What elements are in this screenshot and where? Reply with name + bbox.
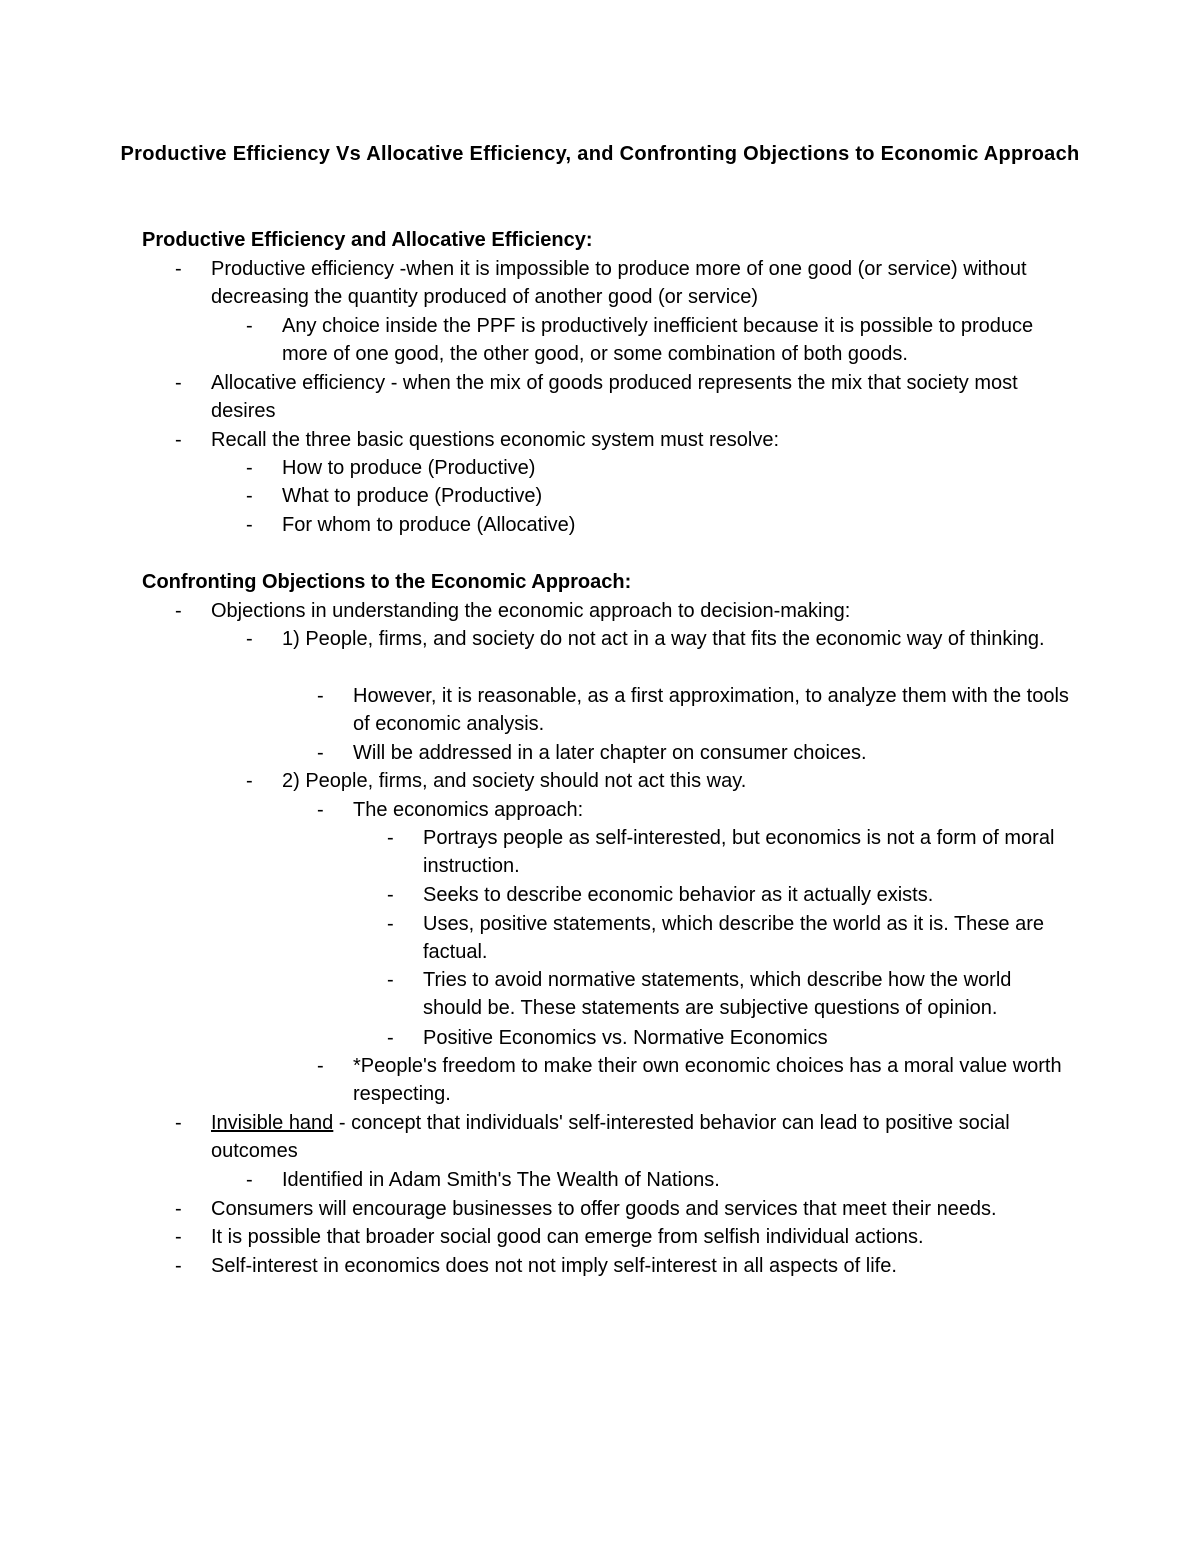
document-title: Productive Efficiency Vs Allocative Efficiency, and Confronting Objections to Economic Approach <box>120 143 1080 165</box>
list-item <box>246 625 1072 653</box>
list-item-text: Portrays people as self-interested, but economics is not a form of moral instruction. <box>423 827 1055 878</box>
bullet-dash: - <box>317 799 324 821</box>
bullet-dash: - <box>175 1112 182 1134</box>
list-item <box>246 482 1072 510</box>
bullet-dash: - <box>317 685 324 707</box>
list-item-text: Productive efficiency -when it is impossible to produce more of one good (or service) without decreasing the quantity produced of another good (or service) <box>211 258 1027 309</box>
list-item-text: Uses, positive statements, which describe the world as it is. These are factual. <box>423 913 1045 964</box>
list-item <box>387 1024 1073 1052</box>
bullet-dash: - <box>317 742 324 764</box>
invisible-hand-term: Invisible hand <box>211 1112 334 1134</box>
bullet-dash: - <box>246 485 253 507</box>
list-item <box>246 312 1072 369</box>
list-item-text: Any choice inside the PPF is productively inefficient because it is possible to produce more of one good, the other good, or some combination of both goods. <box>282 315 1034 366</box>
list-item <box>246 454 1072 482</box>
list-item <box>317 796 1073 824</box>
bullet-dash: - <box>175 1255 182 1277</box>
list-item-text: 1) People, firms, and society do not act in a way that fits the economic way of thinking. <box>282 628 1045 650</box>
bullet-dash: - <box>175 1226 182 1248</box>
list-item <box>317 682 1073 739</box>
list-item-text: What to produce (Productive) <box>282 485 543 507</box>
bullet-dash: - <box>246 770 253 792</box>
bullet-dash: - <box>175 1198 182 1220</box>
bullet-dash: - <box>246 457 253 479</box>
bullet-dash: - <box>175 372 182 394</box>
list-item <box>175 1109 1071 1166</box>
bullet-dash: - <box>175 258 182 280</box>
list-item <box>175 426 1071 454</box>
bullet-dash: - <box>387 1027 394 1049</box>
bullet-dash: - <box>317 1055 324 1077</box>
list-item <box>387 910 1073 967</box>
list-item-text: Self-interest in economics does not not imply self-interest in all aspects of life. <box>211 1255 897 1277</box>
section-heading-objections: Confronting Objections to the Economic Approach: <box>142 571 632 593</box>
list-item-text: 2) People, firms, and society should not act this way. <box>282 770 747 792</box>
list-item-text: - concept that individuals' self-interested behavior can lead to positive social outcomes <box>211 1112 1010 1163</box>
list-item <box>175 1252 1071 1280</box>
list-item-text: It is possible that broader social good can emerge from selfish individual actions. <box>211 1226 924 1248</box>
list-item <box>317 739 1073 767</box>
list-item <box>246 1166 1072 1194</box>
list-item-text: *People's freedom to make their own economic choices has a moral value worth respecting. <box>353 1055 1062 1106</box>
list-item-text: Objections in understanding the economic approach to decision-making: <box>211 600 851 622</box>
list-item <box>175 1195 1071 1223</box>
list-item-text: Allocative efficiency - when the mix of goods produced represents the mix that society most desires <box>211 372 1018 423</box>
bullet-dash: - <box>246 1169 253 1191</box>
bullet-dash: - <box>246 514 253 536</box>
bullet-dash: - <box>175 600 182 622</box>
list-item-text: Identified in Adam Smith's The Wealth of Nations. <box>282 1169 720 1191</box>
list-item <box>387 824 1073 881</box>
bullet-dash: - <box>175 429 182 451</box>
bullet-dash: - <box>246 628 253 650</box>
bullet-dash: - <box>387 913 394 935</box>
list-item <box>246 511 1072 539</box>
list-item-text: Will be addressed in a later chapter on consumer choices. <box>353 742 867 764</box>
list-item-text: However, it is reasonable, as a first approximation, to analyze them with the tools of economic analysis. <box>353 685 1069 736</box>
list-item <box>387 966 1073 1023</box>
list-item <box>387 881 1073 909</box>
list-item-text: Consumers will encourage businesses to offer goods and services that meet their needs. <box>211 1198 997 1220</box>
list-item-text: Recall the three basic questions economic system must resolve: <box>211 429 780 451</box>
list-item-text: The economics approach: <box>353 799 584 821</box>
list-item-text: Tries to avoid normative statements, which describe how the world should be. These statements are subjective questions of opinion. <box>423 969 1012 1020</box>
list-item <box>175 369 1071 426</box>
bullet-dash: - <box>387 827 394 849</box>
list-item-text: Positive Economics vs. Normative Economics <box>423 1027 828 1049</box>
bullet-dash: - <box>387 884 394 906</box>
list-item <box>317 1052 1073 1109</box>
list-item-text: For whom to produce (Allocative) <box>282 514 576 536</box>
list-item <box>175 255 1071 312</box>
list-item <box>175 597 1071 625</box>
section-heading-efficiency: Productive Efficiency and Allocative Efficiency: <box>142 229 593 251</box>
list-item <box>175 1223 1071 1251</box>
list-item <box>246 767 1072 795</box>
list-item-text: How to produce (Productive) <box>282 457 536 479</box>
list-item-text: Seeks to describe economic behavior as it actually exists. <box>423 884 934 906</box>
bullet-dash: - <box>246 315 253 337</box>
bullet-dash: - <box>387 969 394 991</box>
